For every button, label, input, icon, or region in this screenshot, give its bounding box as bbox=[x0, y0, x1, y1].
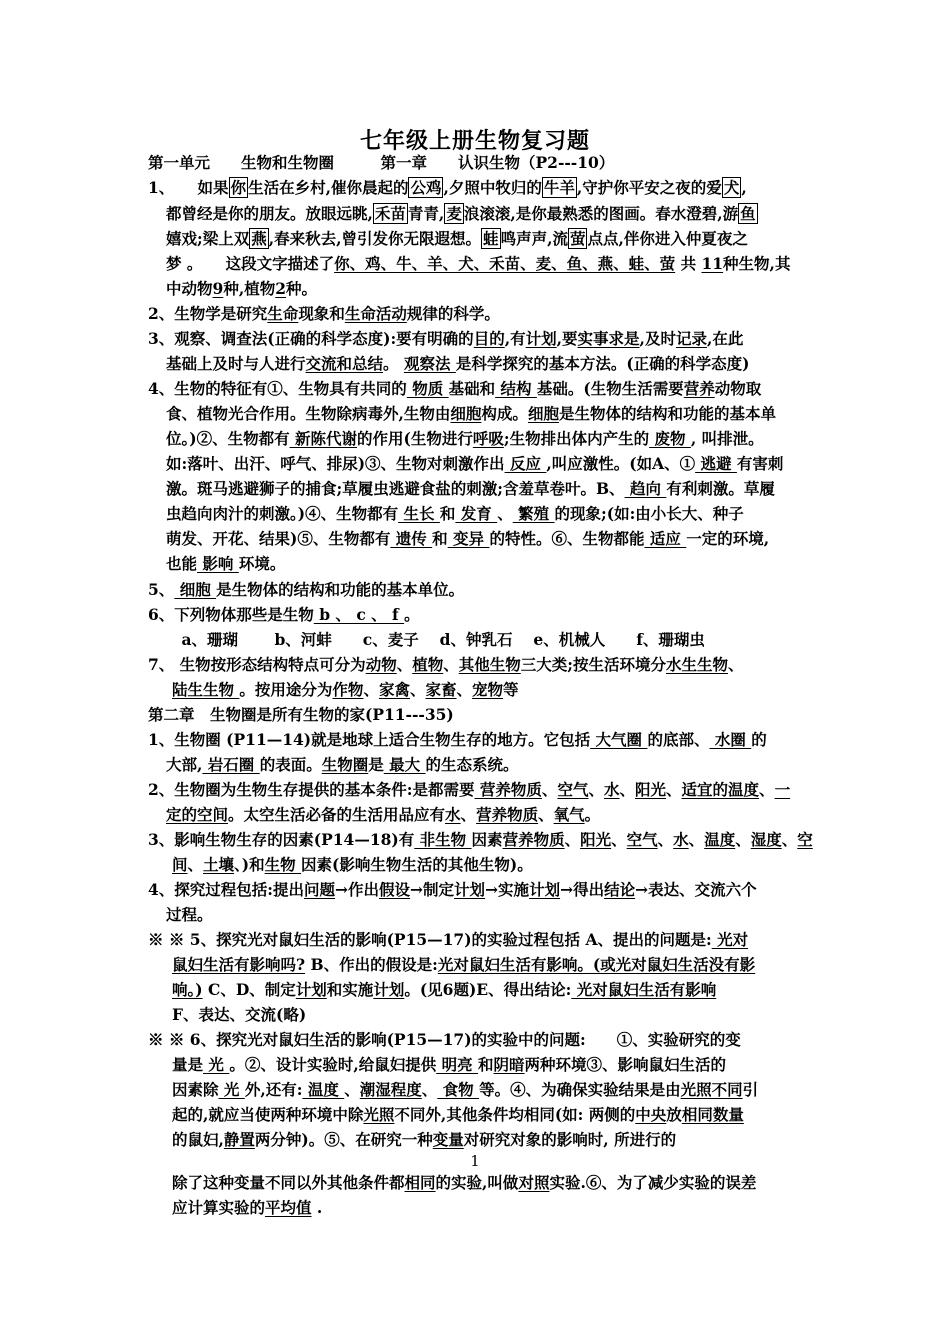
text-span: 都曾经是你的朋友。放眼远眺, bbox=[166, 204, 373, 223]
text-span: 是科学探究的基本方法。(正确的科学态度) bbox=[455, 354, 750, 373]
text-line bbox=[166, 526, 846, 551]
answer-blank: 生命 bbox=[267, 304, 299, 323]
text-line bbox=[172, 977, 852, 1002]
answer-blank: 11 bbox=[701, 254, 724, 273]
answer-blank: 湿度 bbox=[750, 830, 782, 849]
text-span: 。按用途分为 bbox=[239, 680, 333, 699]
text-span: 不同外,其他条件均相同(如: 两侧的 bbox=[394, 1105, 636, 1124]
text-span: 引 bbox=[742, 1080, 759, 1099]
answer-blank: 问题 bbox=[304, 880, 336, 899]
answer-blank: 食物 bbox=[437, 1080, 480, 1099]
text-span: 、)和 bbox=[234, 855, 265, 874]
text-span: 种,植物 bbox=[223, 279, 276, 298]
answer-blank: 遗传 bbox=[390, 529, 433, 548]
text-span: 、 bbox=[344, 1080, 360, 1099]
answer-blank: 新陈代谢 bbox=[289, 429, 357, 448]
text-line bbox=[166, 226, 846, 251]
text-span: 动物取 bbox=[714, 379, 762, 398]
answer-blank: 大气圈 bbox=[590, 730, 648, 749]
text-span: 两分钟)。⑤、在研究一种 bbox=[254, 1130, 433, 1149]
text-span: 、 bbox=[611, 830, 627, 849]
text-span: ,有 bbox=[504, 329, 526, 348]
answer-blank: 光对鼠妇生活有影响 bbox=[571, 980, 717, 999]
text-span: 、 bbox=[460, 805, 477, 824]
answer-blank: 观察法 bbox=[403, 354, 456, 373]
text-line bbox=[166, 802, 846, 827]
text-line bbox=[172, 1127, 852, 1152]
text-span: 、 bbox=[456, 680, 473, 699]
text-span: 。 bbox=[584, 805, 601, 824]
text-span: 、 bbox=[688, 830, 705, 849]
text-line bbox=[148, 877, 828, 902]
text-span: 共 bbox=[675, 254, 702, 273]
text-span: C、D、制定 bbox=[202, 980, 296, 999]
text-span: 的 bbox=[751, 730, 767, 749]
answer-blank: 对照 bbox=[518, 1173, 550, 1192]
answer-blank: 温度 bbox=[704, 830, 736, 849]
text-span: . bbox=[311, 1198, 323, 1217]
page-title: 七年级上册生物复习题 bbox=[359, 128, 590, 154]
answer-blank: 细胞 bbox=[450, 404, 482, 423]
text-span: 的实验,叫做 bbox=[435, 1173, 519, 1192]
text-span: 。 bbox=[404, 605, 420, 624]
text-span: 和 bbox=[478, 1055, 494, 1074]
text-span: 。(见6题)E、得出结论: bbox=[404, 980, 572, 999]
text-span: 、 bbox=[421, 1080, 438, 1099]
text-span: 7、 生物按形态结构特点可分为 bbox=[148, 655, 366, 674]
text-span: F、表达、交流(略) bbox=[172, 1005, 307, 1024]
text-span: ,夕照中牧归的 bbox=[443, 178, 542, 197]
text-span: →得出 bbox=[560, 880, 605, 899]
text-span: 种生物,其 bbox=[723, 254, 791, 273]
answer-blank: 记录 bbox=[675, 329, 707, 348]
answer-blank: 光对鼠妇生活有影响。(或光对鼠妇生活没有影 bbox=[437, 955, 756, 974]
answer-blank: 空气 bbox=[557, 780, 589, 799]
text-span: 和 bbox=[432, 529, 448, 548]
text-span: 、 bbox=[443, 655, 459, 674]
answer-blank: 交流和总结 bbox=[305, 354, 384, 373]
text-span: 和实施 bbox=[326, 980, 374, 999]
text-span: 放 bbox=[666, 1105, 682, 1124]
text-span: →表达、交流六个 bbox=[635, 880, 757, 899]
text-span: 基础和 bbox=[448, 379, 496, 398]
text-span: 实验.⑥、为了减少实验的误差 bbox=[549, 1173, 757, 1192]
text-span: 规律的科学。 bbox=[406, 304, 500, 323]
text-span: 梦 。 这段文字描述了 bbox=[166, 254, 335, 273]
boxed-word: 蛙 bbox=[483, 229, 499, 248]
text-span: 食、植物光合作用。生物除病毒外,生物由 bbox=[166, 404, 451, 423]
text-line bbox=[172, 952, 852, 977]
text-span: 大部, bbox=[166, 755, 203, 774]
text-line bbox=[166, 627, 846, 652]
text-line bbox=[166, 401, 846, 426]
text-span: 、 bbox=[728, 655, 744, 674]
text-span: 位。)②、生物都有 bbox=[166, 429, 290, 448]
text-line bbox=[166, 902, 846, 927]
text-line bbox=[148, 727, 828, 752]
text-span: 中动物 bbox=[166, 279, 213, 298]
text-span: 、 bbox=[619, 780, 635, 799]
text-line bbox=[172, 1195, 852, 1220]
text-line bbox=[166, 426, 846, 451]
answer-blank: 营养 bbox=[683, 379, 715, 398]
text-line bbox=[172, 1170, 852, 1195]
answer-blank: 宠物 bbox=[472, 680, 504, 699]
text-span: ;生物排出体内产生的 bbox=[503, 429, 650, 448]
boxed-word: 麦 bbox=[446, 204, 462, 223]
boxed-word: 燕 bbox=[251, 229, 267, 248]
answer-blank: 反应 bbox=[504, 454, 547, 473]
answer-blank: 繁殖 bbox=[512, 504, 555, 523]
text-span: 因素除 bbox=[172, 1080, 219, 1099]
text-span: 萌发、开花、结果)⑤、生物都有 bbox=[166, 529, 391, 548]
text-line bbox=[172, 1102, 852, 1127]
answer-blank: b 、 c 、 f bbox=[313, 605, 405, 624]
text-span: 浪滚滚,是你最熟悉的图画。春水澄碧,游 bbox=[463, 204, 739, 223]
text-span: ,守护你平安之夜的爱 bbox=[576, 178, 722, 197]
answer-blank: 一 bbox=[774, 780, 791, 799]
answer-blank: 水 bbox=[673, 830, 689, 849]
answer-blank: 计划 bbox=[295, 980, 327, 999]
answer-blank: 适应 bbox=[644, 529, 687, 548]
text-span: 基础上及时与人进行 bbox=[166, 354, 306, 373]
text-span: 因素(影响生物生活的其他生物)。 bbox=[301, 855, 533, 874]
text-span: 基础。(生物生活需要 bbox=[536, 379, 684, 398]
text-line bbox=[172, 852, 852, 877]
text-span: 因素 bbox=[471, 830, 503, 849]
answer-blank: 营养物质 bbox=[474, 780, 542, 799]
text-line bbox=[166, 201, 846, 226]
text-span: 过程。 bbox=[166, 905, 213, 924]
text-span: 、 bbox=[588, 780, 604, 799]
answer-blank: 计划 bbox=[525, 329, 557, 348]
text-span: 一定的环境, bbox=[686, 529, 770, 548]
text-span: 的鼠妇, bbox=[172, 1130, 224, 1149]
text-span: 有利刺激。草履 bbox=[666, 479, 775, 498]
answer-blank: 废物 bbox=[649, 429, 691, 448]
text-span: 量是 bbox=[172, 1055, 204, 1074]
text-line bbox=[148, 927, 828, 952]
answer-blank: 营养物质 bbox=[502, 830, 565, 849]
answer-blank: 计划 bbox=[373, 980, 405, 999]
answer-blank: 水圈 bbox=[709, 730, 752, 749]
answer-blank: 非生物 bbox=[414, 830, 472, 849]
answer-blank: 光 bbox=[218, 1080, 245, 1099]
text-span: , 叫排泄。 bbox=[690, 429, 764, 448]
text-span: 三大类;按生活环境分 bbox=[520, 655, 666, 674]
text-span: 3、观察、调查法(正确的科学态度):要有明确的 bbox=[148, 329, 474, 348]
text-span: 。 bbox=[383, 354, 404, 373]
text-span: ,及时 bbox=[639, 329, 676, 348]
text-span: 1、 如果 bbox=[148, 178, 229, 197]
answer-blank: 相同数量 bbox=[681, 1105, 744, 1124]
text-span: 青青, bbox=[407, 204, 445, 223]
text-span: ,要 bbox=[556, 329, 578, 348]
answer-blank: 间 bbox=[172, 855, 188, 874]
text-span: ※ ※ 6、探究光对鼠妇生活的影响(P15—17)的实验中的问题: ①、实验研究的变 bbox=[148, 1030, 741, 1049]
text-span: 起的,就应当使两种环境中除 bbox=[172, 1105, 364, 1124]
text-span: 的现象;(如:由小长大、种子 bbox=[554, 504, 744, 523]
answer-blank: 光 bbox=[203, 1055, 230, 1074]
text-span: , bbox=[741, 178, 747, 197]
text-line bbox=[172, 1077, 852, 1102]
answer-blank: 发育 bbox=[455, 504, 498, 523]
text-span: 的底部、 bbox=[647, 730, 710, 749]
text-span: 构成。 bbox=[481, 404, 528, 423]
answer-blank: 空气 bbox=[626, 830, 658, 849]
text-span: 、 bbox=[657, 830, 674, 849]
text-span: 4、探究过程包括:提出 bbox=[148, 880, 305, 899]
answer-blank: 生长 bbox=[398, 504, 440, 523]
answer-blank: 变量 bbox=[432, 1130, 464, 1149]
text-line bbox=[148, 827, 828, 852]
text-span: 生活在乡村,催你晨起的 bbox=[248, 178, 409, 197]
text-span: 是 bbox=[368, 755, 384, 774]
text-span: 、 bbox=[363, 680, 379, 699]
text-span: 6、下列物体那些是生物 bbox=[148, 605, 314, 624]
answer-blank: 变异 bbox=[447, 529, 490, 548]
page-number: 1 bbox=[470, 1152, 480, 1170]
text-line bbox=[166, 251, 846, 276]
answer-blank: 营养物质 bbox=[476, 805, 539, 824]
text-line bbox=[166, 551, 846, 576]
text-span: 1、生物圈 (P11—14)就是地球上适合生物生存的地方。它包括 bbox=[148, 730, 591, 749]
text-line bbox=[166, 351, 846, 376]
answer-blank: 逃避 bbox=[695, 454, 737, 473]
text-span: 第一单元 生物和生物圈 第一章 认识生物（P2---10） bbox=[148, 153, 615, 172]
text-span: 、 bbox=[541, 780, 558, 799]
answer-blank: 空 bbox=[797, 830, 813, 849]
text-span: 除了这种变量不同以外其他条件都 bbox=[172, 1173, 405, 1192]
text-line bbox=[148, 577, 828, 602]
answer-blank: 细胞 bbox=[527, 404, 559, 423]
text-span: ,春来秋去,曾引发你无限遐想。 bbox=[268, 229, 482, 248]
answer-blank: 植物 bbox=[412, 655, 444, 674]
text-line bbox=[148, 602, 828, 627]
text-span: →作出 bbox=[335, 880, 380, 899]
boxed-word: 犬 bbox=[723, 178, 740, 197]
text-line bbox=[148, 652, 828, 677]
text-line bbox=[166, 501, 846, 526]
answer-blank: 9 bbox=[212, 279, 224, 298]
text-span: 。②、设计实验时,给鼠妇提供 bbox=[229, 1055, 437, 1074]
text-span: 两种环境③、影响鼠妇生活的 bbox=[524, 1055, 727, 1074]
answer-blank: 假设 bbox=[379, 880, 411, 899]
answer-blank: 水 bbox=[445, 805, 461, 824]
answer-blank: 结构 bbox=[495, 379, 537, 398]
answer-blank: 家禽 bbox=[378, 680, 410, 699]
answer-blank: 陆生生物 bbox=[172, 680, 240, 699]
answer-blank: 鼠妇生活有影响吗? bbox=[172, 955, 306, 974]
answer-blank: 结论 bbox=[604, 880, 636, 899]
answer-blank: 阴暗 bbox=[493, 1055, 525, 1074]
text-span: 、 bbox=[781, 830, 798, 849]
text-span: ,叫应激性。(如A、① bbox=[546, 454, 696, 473]
boxed-word: 禾苗 bbox=[374, 204, 406, 223]
text-span: 是生物体的结构和功能的基本单位。 bbox=[216, 580, 465, 599]
answer-blank: 岩石圈 bbox=[202, 755, 260, 774]
answer-blank: 物质 bbox=[406, 379, 449, 398]
answer-blank: 实事求是 bbox=[577, 329, 640, 348]
answer-blank: 动物 bbox=[365, 655, 397, 674]
text-span: 现象和 bbox=[298, 304, 345, 323]
text-span: 应计算实验的 bbox=[172, 1198, 266, 1217]
answer-blank: 家畜 bbox=[425, 680, 457, 699]
text-span: 2、生物学是研究 bbox=[148, 304, 268, 323]
answer-blank: 最大 bbox=[383, 755, 426, 774]
answer-blank: 土壤 bbox=[203, 855, 235, 874]
text-line bbox=[166, 476, 846, 501]
text-line bbox=[166, 752, 846, 777]
text-span: 的特性。⑥、生物都能 bbox=[489, 529, 645, 548]
text-span: 的表面。 bbox=[259, 755, 322, 774]
answer-blank: 生命活动 bbox=[344, 304, 407, 323]
answer-blank: 响。) bbox=[172, 980, 203, 999]
text-line bbox=[148, 150, 828, 175]
text-line bbox=[172, 1002, 852, 1027]
boxed-word: 萤 bbox=[569, 229, 586, 248]
answer-blank: 光照 bbox=[363, 1105, 395, 1124]
text-span: a、珊瑚 b、河蚌 c、麦子 d、钟乳石 e、机械人 f、珊瑚虫 bbox=[166, 630, 705, 649]
answer-blank: 计划 bbox=[529, 880, 561, 899]
text-span: 的生态系统。 bbox=[425, 755, 519, 774]
answer-blank: 阳光 bbox=[580, 830, 612, 849]
text-span: 有害刺 bbox=[736, 454, 784, 473]
text-line bbox=[166, 451, 846, 476]
answer-blank: 其他生物 bbox=[458, 655, 521, 674]
answer-blank: 计划 bbox=[454, 880, 486, 899]
answer-blank: 平均值 bbox=[265, 1198, 312, 1217]
text-span: 、 bbox=[409, 680, 426, 699]
text-line bbox=[172, 677, 852, 702]
answer-blank: 温度 bbox=[302, 1080, 345, 1099]
text-span: 激。斑马逃避狮子的捕食;草履虫逃避食盐的刺激;含羞草卷叶。B、 bbox=[166, 479, 625, 498]
text-span: 对研究对象的影响时, 所进行的 bbox=[463, 1130, 677, 1149]
answer-blank: 作物 bbox=[332, 680, 364, 699]
text-span: 、 bbox=[396, 655, 413, 674]
text-span: 、 bbox=[759, 780, 775, 799]
answer-blank: 氧气 bbox=[553, 805, 585, 824]
text-span: 环境。 bbox=[238, 554, 286, 573]
text-span: →实施 bbox=[485, 880, 530, 899]
text-span: 种。 bbox=[286, 279, 318, 298]
boxed-word: 鱼 bbox=[740, 204, 756, 223]
text-span: 等。④、为确保实验结果是由 bbox=[479, 1080, 681, 1099]
answer-blank: 水生生物 bbox=[666, 655, 729, 674]
answer-blank: 相同 bbox=[404, 1173, 436, 1192]
answer-blank: 影响 bbox=[197, 554, 239, 573]
text-span: 、 bbox=[666, 780, 682, 799]
text-line bbox=[148, 777, 828, 802]
answer-blank: 目的 bbox=[473, 329, 505, 348]
text-span: 点点,伴你进入仲夏夜之 bbox=[587, 229, 748, 248]
text-line bbox=[148, 301, 828, 326]
text-span: 、 bbox=[187, 855, 204, 874]
text-span: 和 bbox=[439, 504, 456, 523]
answer-blank: 光对 bbox=[711, 930, 749, 949]
text-span: 5、 bbox=[148, 580, 175, 599]
answer-blank: 你、鸡、牛、羊、犬、禾苗、麦、鱼、燕、蛙、萤 bbox=[334, 254, 676, 273]
text-line bbox=[172, 1052, 852, 1077]
text-span: B、作出的假设是: bbox=[305, 955, 438, 974]
text-span: 外,还有: bbox=[244, 1080, 303, 1099]
answer-blank: 阳光 bbox=[635, 780, 667, 799]
text-line bbox=[148, 376, 828, 401]
answer-blank: 光照不同 bbox=[680, 1080, 743, 1099]
boxed-word: 牛羊 bbox=[543, 178, 575, 197]
answer-blank: 生物 bbox=[264, 855, 302, 874]
answer-blank: 生物圈 bbox=[321, 755, 369, 774]
answer-blank: 趋向 bbox=[624, 479, 667, 498]
text-span: 、 bbox=[538, 805, 554, 824]
text-span: 嬉戏;梁上双 bbox=[166, 229, 250, 248]
answer-blank: 呼吸 bbox=[472, 429, 504, 448]
text-line bbox=[148, 702, 828, 727]
answer-blank: 适宜的温度 bbox=[681, 780, 760, 799]
text-line bbox=[148, 1027, 828, 1052]
text-span: 3、影响生物生存的因素(P14—18)有 bbox=[148, 830, 415, 849]
answer-blank: 细胞 bbox=[174, 580, 217, 599]
text-span: 4、生物的特征有①、生物具有共同的 bbox=[148, 379, 407, 398]
text-span: →制定 bbox=[410, 880, 455, 899]
text-span: 的作用(生物进行 bbox=[357, 429, 473, 448]
boxed-word: 你 bbox=[230, 178, 247, 197]
boxed-word: 公鸡 bbox=[410, 178, 442, 197]
answer-blank: 2 bbox=[275, 279, 287, 298]
text-line bbox=[166, 276, 846, 301]
text-span: 2、生物圈为生物生存提供的基本条件:是都需要 bbox=[148, 780, 475, 799]
text-line bbox=[148, 175, 828, 200]
text-span: 如:落叶、出汗、呼气、排尿)③、生物对刺激作出 bbox=[166, 454, 505, 473]
answer-blank: 潮湿程度 bbox=[359, 1080, 422, 1099]
text-line bbox=[148, 326, 828, 351]
text-span: 。太空生活必备的生活用品应有 bbox=[228, 805, 446, 824]
text-span: ,在此 bbox=[706, 329, 744, 348]
text-span: 虫趋向肉汁的刺激。)④、生物都有 bbox=[166, 504, 399, 523]
answer-blank: 静置 bbox=[223, 1130, 255, 1149]
text-span: 、 bbox=[564, 830, 581, 849]
text-span: 鸣声声,流 bbox=[500, 229, 568, 248]
text-span: 等 bbox=[503, 680, 519, 699]
answer-blank: 明亮 bbox=[436, 1055, 479, 1074]
text-span: 是生物体的结构和功能的基本单 bbox=[558, 404, 776, 423]
text-span: 第二章 生物圈是所有生物的家(P11---35) bbox=[148, 705, 454, 724]
answer-blank: 水 bbox=[603, 780, 620, 799]
text-span: 也能 bbox=[166, 554, 198, 573]
answer-blank: 定的空间 bbox=[166, 805, 229, 824]
answer-blank: 中央 bbox=[635, 1105, 667, 1124]
text-span: 、 bbox=[497, 504, 513, 523]
text-span: 、 bbox=[735, 830, 751, 849]
text-span: ※ ※ 5、探究光对鼠妇生活的影响(P15—17)的实验过程包括 A、提出的问题是: bbox=[148, 930, 712, 949]
